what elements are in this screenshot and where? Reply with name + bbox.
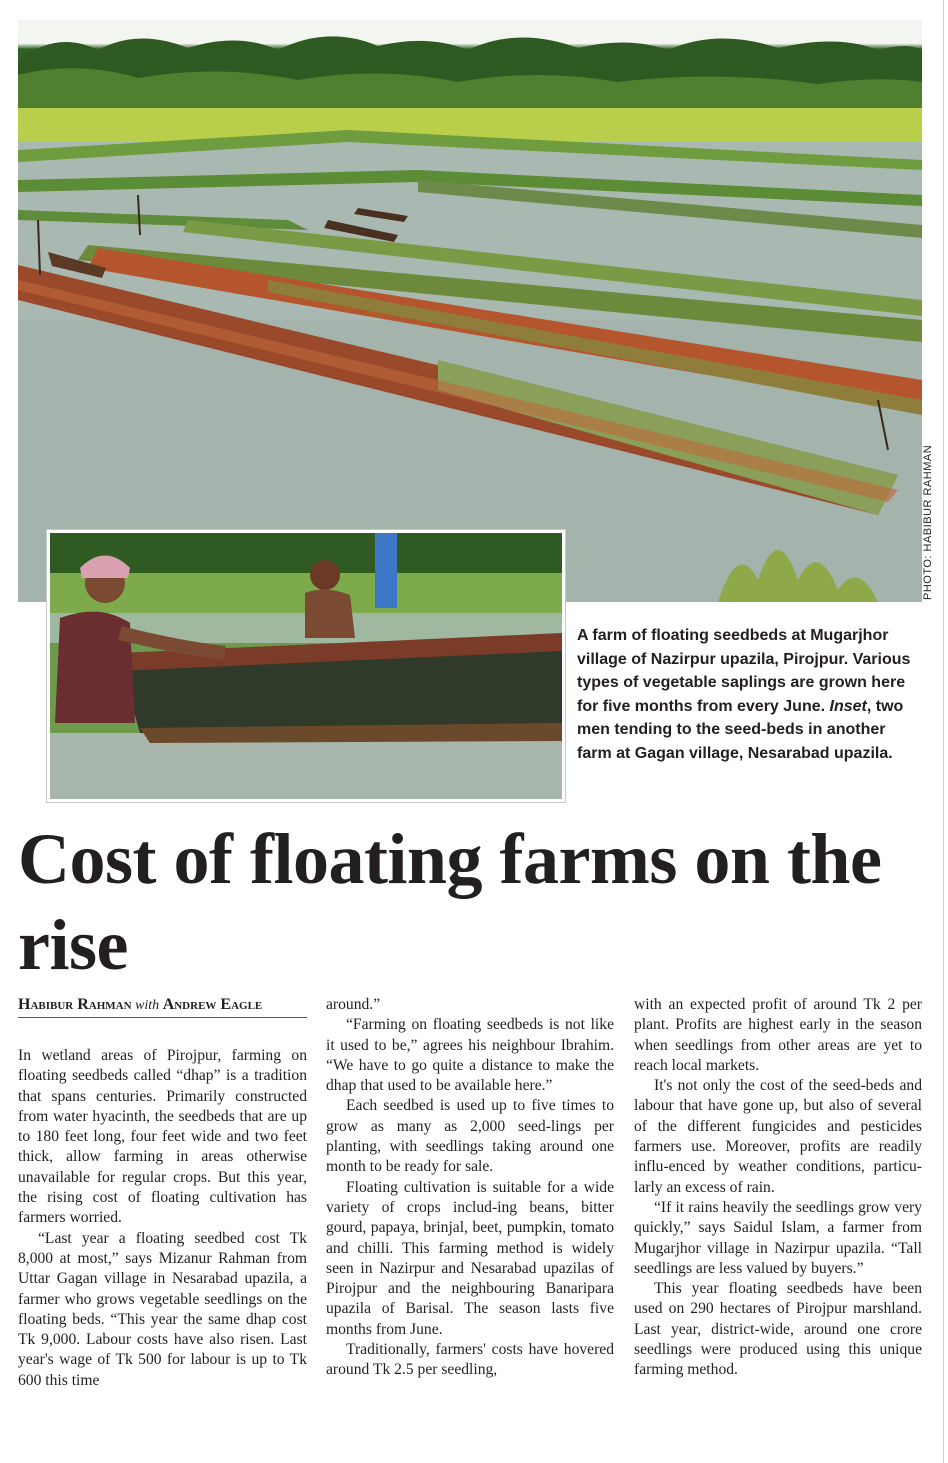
caption-text-2: , two men tending to the seed-beds in another farm at Gagan village, Nesarabad upazila.: [577, 697, 904, 762]
page-edge-rule: [943, 0, 944, 1463]
paragraph: Each seedbed is used up to five times to grow as many as 2,000 seed-lings per planting, with seedlings taking around one month to be ready for sale.: [326, 1097, 614, 1176]
caption-text-1: A farm of floating seedbeds at Mugarjhor village of Nazirpur upazila, Pirojpur. Various types of vegetable saplings are grown here for five months from every June.: [577, 627, 911, 715]
photo-credit: PHOTO: HABIBUR RAHMAN: [922, 444, 934, 600]
main-photo: [18, 20, 922, 602]
paragraph: It's not only the cost of the seed-beds and labour that have gone up, but also of several of the different fungicides and pesticides farmers use. Moreover, profits are readily influ-enced by weather conditions, particu-larly an excess of rain.: [634, 1077, 922, 1196]
paragraph: Traditionally, farmers' costs have hovered around Tk 2.5 per seedling,: [326, 1341, 614, 1379]
article-column-3: [634, 995, 922, 1381]
paragraph: “Last year a floating seedbed cost Tk 8,000 at most,” says Mizanur Rahman from Uttar Gagan village in Nesarabad upazila, a farmer who grows vegetable seedlings on the floating beds. “This year the same dhap cost Tk 9,000. Labour costs have also risen. Last year's wage of Tk 500 for labour is up to Tk 600 this time: [18, 1229, 307, 1389]
inset-photo: [47, 530, 565, 802]
photo-caption: [577, 624, 922, 766]
byline-author-1: Habibur Rahman: [18, 996, 132, 1013]
paragraph: Floating cultivation is suitable for a wide variety of crops includ-ing beans, bitter gourd, papaya, brinjal, beet, pumpkin, tomato and chilli. This farming method is widely seen in Nazirpur and Nesarabad upazilas of Pirojpur and the neighbouring Banaripara upazila of Barisal. The season lasts five months from June.: [326, 1178, 614, 1338]
headline: Cost of floating farms on the rise: [18, 819, 882, 985]
paragraph: “Farming on floating seedbeds is not like it used to be,” agrees his neighbour Ibrahim. “We have to go quite a distance to make the dhap that used to be available here.”: [326, 1016, 614, 1095]
byline: [18, 997, 307, 1018]
paragraph: This year floating seedbeds have been used on 290 hectares of Pirojpur marshland. Last year, district-wide, around one crore seedlings were produced using this unique farming method.: [634, 1280, 922, 1379]
paragraph: around.”: [326, 996, 381, 1013]
byline-author-2: Andrew Eagle: [162, 996, 263, 1013]
byline-with: with: [135, 998, 160, 1013]
paragraph: “If it rains heavily the seedlings grow very quickly,” says Saidul Islam, a farmer from Mugarjhor village in Nazirpur upazila. “Tall seedlings are less valued by buyers.”: [634, 1198, 922, 1277]
article-column-2: [326, 995, 614, 1381]
paragraph: with an expected profit of around Tk 2 per plant. Profits are highest early in the season when seedlings from other areas are yet to reach local markets.: [634, 996, 922, 1074]
caption-inset-word: Inset: [829, 697, 867, 715]
article-column-1: [18, 1046, 307, 1391]
paragraph: In wetland areas of Pirojpur, farming on floating seedbeds called “dhap” is a tradition that spans centuries. Primarily constructed from water hyacinth, the seedbeds that are up to 180 feet long, four feet wide and two feet thick, allow farming in areas otherwise unavailable for regular crops. But this year, the rising cost of floating cultivation has farmers worried.: [18, 1047, 307, 1227]
